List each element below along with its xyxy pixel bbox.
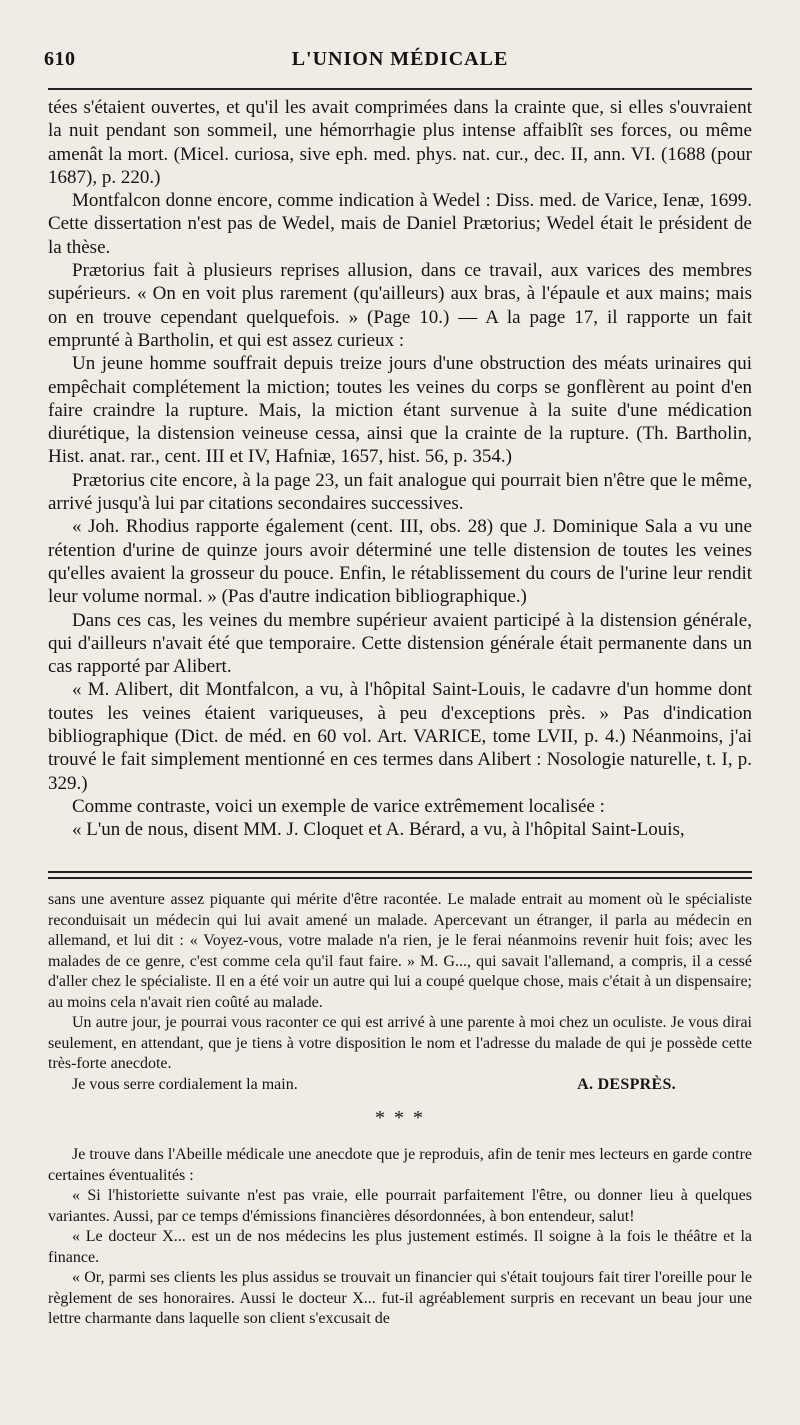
footnote-section — [48, 890, 752, 1330]
section-separator: * * * — [375, 1107, 425, 1129]
main-text — [48, 96, 752, 842]
signature-line — [48, 1075, 752, 1096]
footer-text — [48, 1145, 752, 1330]
paragraph-3: Prætorius fait à plusieurs reprises allusion, dans ce travail, aux varices des membres supérieurs. « On en voit plus rarement (qu'ailleurs) aux bras, à l'épaule et aux mains; mais on en trouve cependant quelquefois. » (Page 10.) — A la page 17, il rapporte un fait emprunté à Bartholin, et qui est assez curieux : — [48, 260, 752, 351]
footer-paragraph-1: Je trouve dans l'Abeille médicale une anecdote que je reproduis, afin de tenir mes lecteurs en garde contre certaines éventualités : — [48, 1146, 752, 1184]
footnote-divider — [48, 871, 752, 879]
paragraph-5: Prætorius cite encore, à la page 23, un fait analogue qui pourrait bien n'être que le même, arrivé jusqu'à lui par citations secondaires successives. — [48, 469, 752, 515]
footer-paragraph-2: « Si l'historiette suivante n'est pas vraie, elle pourrait parfaitement l'être, ou donner lieu à quelques variantes. Aussi, par ce temps d'émissions financières désordonnées, à bon entendeur, salut! — [48, 1187, 752, 1225]
header-rule — [48, 88, 752, 90]
page-number: 610 — [44, 48, 76, 70]
footnote-paragraph-2: Un autre jour, je pourrai vous raconter ce qui est arrivé à une parente à moi chez un oculiste. Je vous dirai seulement, en attendant, que je tiens à votre disposition le nom et l'adresse du malade de qui je possède cette très-forte anecdote. — [48, 1014, 752, 1072]
paragraph-2: Montfalcon donne encore, comme indication à Wedel : Diss. med. de Varice, Ienæ, 1699. Cette dissertation n'est pas de Wedel, mais de Daniel Prætorius; Wedel était le président de la thèse. — [48, 190, 752, 258]
running-title: L'UNION MÉDICALE — [291, 48, 509, 70]
main-content — [48, 96, 752, 842]
closing-text: Je vous serre cordialement la main. — [72, 1075, 298, 1093]
page-header — [40, 48, 760, 84]
author-name: A. DESPRÈS. — [577, 1075, 676, 1093]
paragraph-7: Dans ces cas, les veines du membre supérieur avaient participé à la distension générale, qui d'ailleurs n'avait été que temporaire. Cette distension générale était permanente dans un cas rapporté par Alibert. — [48, 609, 752, 678]
paragraph-1: tées s'étaient ouvertes, et qu'il les avait comprimées dans la crainte que, si elles s'ouvraient la nuit pendant son sommeil, une hémorrhagie plus intense affaiblît ses forces, ou même amenât la mort. (Micel. curiosa, sive eph. med. phys. nat. cur., dec. II, ann. VI. (1688 (pour 1687), p. 220.) — [48, 97, 752, 188]
footnote-paragraph-1: sans une aventure assez piquante qui mérite d'être racontée. Le malade entrait au moment où le spécialiste reconduisait un médecin qui lui avait amené un malade. Apercevant un étranger, il parla au médecin en allemand, et lui dit : « Voyez-vous, votre malade n'a rien, je le ferai néanmoins revenir huit fois; avec les malades de ce genre, c'est comme cela qu'il faut faire. » M. G..., qui savait l'allemand, a compris, il a cessé d'aller chez le spécialiste. Il en a été voir un autre qui lui a coupé quelque chose, mais c'était à un dispensaire; au moins cela n'avait rien coûté au malade. — [48, 891, 752, 1011]
footer-paragraph-3: « Le docteur X... est un de nos médecins les plus justement estimés. Il soigne à la fois le théâtre et la finance. — [48, 1228, 752, 1266]
paragraph-6: « Joh. Rhodius rapporte également (cent. III, obs. 28) que J. Dominique Sala a vu une rétention d'urine de quinze jours avoir déterminé une telle distension de toutes les veines qu'elles avaient la grosseur du pouce. Enfin, le rétablissement du cours de l'urine leur rendit leur volume normal. » (Pas d'autre indication bibliographique.) — [48, 516, 752, 608]
paragraph-10: « L'un de nous, disent MM. J. Cloquet et A. Bérard, a vu, à l'hôpital Saint-Louis, — [72, 819, 685, 841]
paragraph-9: Comme contraste, voici un exemple de varice extrêmement localisée : — [72, 795, 605, 817]
paragraph-8: « M. Alibert, dit Montfalcon, a vu, à l'hôpital Saint-Louis, le cadavre d'un homme dont toutes les veines étaient variqueuses, à peu d'exceptions près. » Pas d'indication bibliographique (Dict. de méd. en 60 vol. Art. VARICE, tome LVII, p. 4.) Néanmoins, j'ai trouvé le fait simplement mentionné en ces termes dans Alibert : Nosologie naturelle, t. I, p. 329.) — [48, 679, 752, 794]
paragraph-4: Un jeune homme souffrait depuis treize jours d'une obstruction des méats urinaires qui empêchait complétement la miction; toutes les veines du corps se gonflèrent au point d'en faire craindre la rupture. Mais, la miction étant survenue à la suite d'une médication diurétique, la distension veineuse cessa, ainsi que la crainte de la rupture. (Th. Bartholin, Hist. anat. rar., cent. III et IV, Hafniæ, 1657, hist. 56, p. 354.) — [48, 353, 752, 468]
footer-paragraph-4: « Or, parmi ses clients les plus assidus se trouvait un financier qui s'était toujours fait tirer l'oreille pour le règlement de ses honoraires. Aussi le docteur X... fut-il agréablement surpris en recevant un beau jour une lettre charmante dans laquelle son client s'excusait de — [48, 1269, 752, 1327]
